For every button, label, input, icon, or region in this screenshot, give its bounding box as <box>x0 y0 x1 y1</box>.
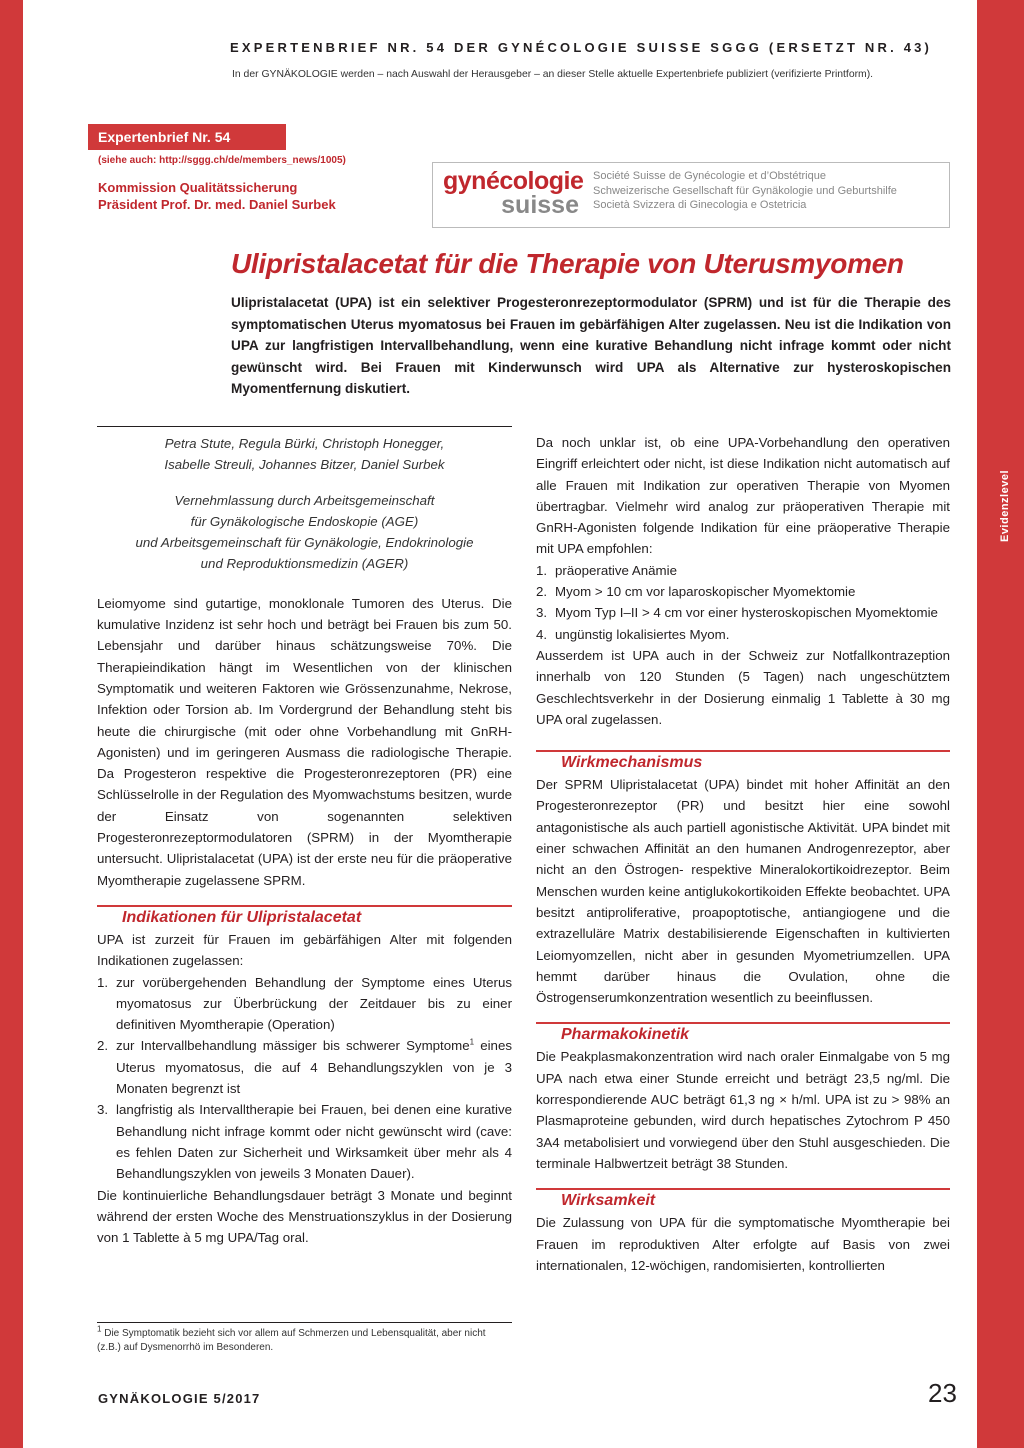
page-number: 23 <box>928 1378 957 1408</box>
gynecologie-suisse-logo <box>432 162 950 228</box>
footnote <box>97 1324 512 1355</box>
list-item <box>97 972 512 1036</box>
evidence-level-label: Evidenzlevel <box>999 469 1012 543</box>
list-item <box>536 581 950 602</box>
authors <box>97 427 512 476</box>
logo-line-it: Società Svizzera di Ginecologia e Ostetricia <box>593 199 807 211</box>
authors-line-1: Petra Stute, Regula Bürki, Christoph Honegger, <box>164 436 445 451</box>
footer-journal: GYNÄKOLOGIE 5/2017 <box>98 1391 261 1406</box>
logo-line-fr: Société Suisse de Gynécologie et d’Obstétrique <box>593 170 826 182</box>
logo-society-names <box>593 169 897 213</box>
list-text: zur Intervallbehandlung mässiger bis schwerer Symptome <box>116 1038 470 1054</box>
commission-block <box>98 179 336 213</box>
running-header-subtitle: In der GYNÄKOLOGIE werden – nach Auswahl der Herausgeber – an dieser Stelle aktuelle Expertenbriefe publiziert (verifizierte Printform). <box>232 69 874 80</box>
section-heading-indications: Indikationen für Ulipristalacetat <box>122 908 362 926</box>
article-lead: Ulipristalacetat (UPA) ist ein selektiver Progesteronrezeptormodulator (SPRM) und ist für die Therapie des symptomatischen Uterus myomatosus bei Frauen im gebärfähigen Alter zugelassen. Neu ist die Indikation von UPA zur langfristigen Intervallbehandlung, wenn eine kurative Behandlung nicht infrage kommt oder nicht gewünscht wird. Bei Frauen mit Kinderwunsch wird UPA als Alternative zur hysteroskopischen Myomentfernung diskutiert. <box>231 295 951 397</box>
list-item <box>97 1099 512 1184</box>
list-text: Myom Typ I–II > 4 cm vor einer hysteroskopischen Myomektomie <box>555 605 938 621</box>
list-text: zur vorübergehenden Behandlung der Symptome eines Uterus myomatosus zur Überbrückung der Zeitdauer bis zu einer definitiven Myomtherapie (Operation) <box>116 974 512 1033</box>
logo-line-de: Schweizerische Gesellschaft für Gynäkologie und Geburtshilfe <box>593 184 897 197</box>
logo-word-suisse: suisse <box>501 191 579 219</box>
section-heading-pharmacokinetics: Pharmakokinetik <box>561 1026 690 1044</box>
indications-list <box>97 972 512 1185</box>
list-item <box>536 602 950 623</box>
indications-outro: Die kontinuierliche Behandlungsdauer beträgt 3 Monate und beginnt während der ersten Woche des Menstruationszyklus in der Dosierung von 1 Tablette à 5 mg UPA/Tag oral. <box>97 1187 512 1246</box>
list-number: 3. <box>536 605 548 621</box>
list-text: ungünstig lokalisiertes Myom. <box>555 626 730 642</box>
left-column <box>97 426 512 1248</box>
preop-intro: Da noch unklar ist, ob eine UPA-Vorbehandlung den operativen Eingriff erleichtert oder nicht, ist diese Indikation nicht automatisch auf alle Frauen mit Indikation zur operativen Therapie von Myomen übertragbar. Vielmehr wird analog zur präoperativen Therapie mit GnRH-Agonisten folgende Indikation für eine präoperative Therapie mit UPA empfohlen: <box>536 435 950 557</box>
running-header-title: EXPERTENBRIEF NR. 54 DER GYNÉCOLOGIE SUISSE SGGG (ERSETZT NR. 43) <box>230 40 933 55</box>
footnote-marker[interactable]: 1 <box>469 1038 475 1047</box>
article-title: Ulipristalacetat für die Therapie von Uterusmyomen <box>231 248 904 279</box>
list-number: 2. <box>536 584 548 600</box>
footnote-mark: 1 <box>97 1324 102 1334</box>
list-item <box>536 624 950 645</box>
list-number: 4. <box>536 626 548 642</box>
section-heading-efficacy: Wirksamkeit <box>561 1192 656 1210</box>
list-number: 1. <box>97 974 109 990</box>
authors-line-2: Isabelle Streuli, Johannes Bitzer, Daniel Surbek <box>164 457 445 473</box>
list-text: präoperative Anämie <box>555 562 677 578</box>
list-item <box>97 1035 512 1099</box>
footnote-text: Die Symptomatik bezieht sich vor allem auf Schmerzen und Lebensqualität, aber nicht (z.B.) auf Dysmenorrhö im Besonderen. <box>97 1328 486 1353</box>
right-red-stripe <box>977 0 1024 1448</box>
pharmacokinetics-paragraph: Die Peakplasmakonzentration wird nach oraler Einmalgabe von 5 mg UPA nach etwa einer Stunde erreicht und beträgt 23,5 ng/ml. Die korrespondierende AUC beträgt 61,3 ng × h/ml. UPA ist zu > 98% an Plasmaproteine gebunden, wird durch hepatisches Zytochrom P 450 3A4 metabolisiert und vorwiegend über den Stuhl ausgeschieden. Die terminale Halbwertzeit beträgt 38 Stunden. <box>536 1049 950 1171</box>
commission-name: Kommission Qualitätssicherung <box>98 180 298 195</box>
section-heading-mechanism: Wirkmechanismus <box>561 754 703 772</box>
consultation-line-4: und Reproduktionsmedizin (AGER) <box>200 556 409 572</box>
list-text: Myom > 10 cm vor laparoskopischer Myomektomie <box>555 584 856 600</box>
mechanism-paragraph: Der SPRM Ulipristalacetat (UPA) bindet mit hoher Affinität an den Progesteronrezeptor (PR) und besitzt hier eine sowohl antagonistische als auch partiell agonistische Aktivität. UPA bindet mit einer schwachen Affinität an den humanen Androgenrezeptor, aber nicht an den Östrogen- respektive Mineralokortikoidrezeptor. Beim Menschen wurden keine antiglukokortikoiden Effekte beobachtet. UPA besitzt antiproliferative, proapoptotische, antiangiogene und die extrazelluläre Matrix destabilisierende Eigenschaften in kultivierten Leiomyomzellen, nicht aber in gesunden Myometriumzellen. UPA hemmt darüber hinaus die Ovulation, ohne die Östrogenserumkonzentration wesentlich zu beeinflussen. <box>536 777 950 1006</box>
expert-letter-badge: Expertenbrief Nr. 54 <box>88 124 286 150</box>
right-column <box>536 432 950 1276</box>
list-text-continued: eines Uterus myomatosus, die auf 4 Behandlungszyklen von je 3 Monaten begrenzt ist <box>116 1038 512 1097</box>
list-number: 1. <box>536 562 548 578</box>
preop-list <box>536 560 950 645</box>
list-item <box>536 560 950 581</box>
commission-president: Präsident Prof. Dr. med. Daniel Surbek <box>98 197 336 212</box>
logo-word-gynecologie: gynécologie <box>443 167 584 195</box>
intro-paragraph: Leiomyome sind gutartige, monoklonale Tumoren des Uterus. Die kumulative Inzidenz ist sehr hoch und beträgt bei Frauen bis zum 50. Lebensjahr und darüber hinaus schätzungsweise 70%. Die Therapieindikation hängt im Wesentlichen von der klinischen Symptomatik und weiteren Faktoren wie Grössenzunahme, Nekrose, Infektion oder Torsion ab. Im Vordergrund der Behandlung steht bis heute die chirurgische (mit oder ohne Vorbehandlung mit GnRH-Agonisten) und im geringeren Ausmass die radiologische Therapie. Da Progesteron respektive die Progesteronrezeptoren (PR) eine Schlüsselrolle in der Regulation des Myomwachstums besitzen, wurde der Einsatz von sogenannten selektiven Progesteronrezeptormodulatoren (SPRM) in der Myomtherapie untersucht. Ulipristalacetat (UPA) ist der erste neu für die präoperative Myomtherapie zugelassene SPRM. <box>97 595 512 888</box>
consultation-line-1: Vernehmlassung durch Arbeitsgemeinschaft <box>174 492 435 508</box>
emergency-paragraph: Ausserdem ist UPA auch in der Schweiz zur Notfallkontrazeption innerhalb von 120 Stunden (5 Tagen) nach ungeschütztem Geschlechtsverkehr in der Dosierung einmalig 1 Tablette à 30 mg UPA oral zugelassen. <box>536 647 950 727</box>
see-also-link[interactable]: (siehe auch: http://sggg.ch/de/members_news/1005) <box>98 155 346 166</box>
indications-intro: UPA ist zurzeit für Frauen im gebärfähigen Alter mit folgenden Indikationen zugelassen: <box>97 931 512 969</box>
consultation-line-3: und Arbeitsgemeinschaft für Gynäkologie, Endokrinologie <box>135 535 474 551</box>
left-red-stripe <box>0 0 23 1448</box>
consultation-line-2: für Gynäkologische Endoskopie (AGE) <box>190 513 419 529</box>
consultation-note <box>97 490 512 575</box>
list-number: 3. <box>97 1102 109 1118</box>
list-number: 2. <box>97 1038 109 1054</box>
footnote-rule <box>97 1322 512 1323</box>
list-text: langfristig als Intervalltherapie bei Frauen, bei denen eine kurative Behandlung nicht infrage kommt oder nicht gewünscht wird (cave: es fehlen Daten zur Sicherheit und Wirksamkeit über mehr als 4 Behandlungszyklen von jeweils 3 Monaten Dauer). <box>116 1102 512 1182</box>
efficacy-paragraph: Die Zulassung von UPA für die symptomatische Myomtherapie bei Frauen im reproduktiven Alter erfolgte auf Basis von zwei internationalen, 12-wöchigen, randomisierten, kontrollierten <box>536 1215 950 1273</box>
